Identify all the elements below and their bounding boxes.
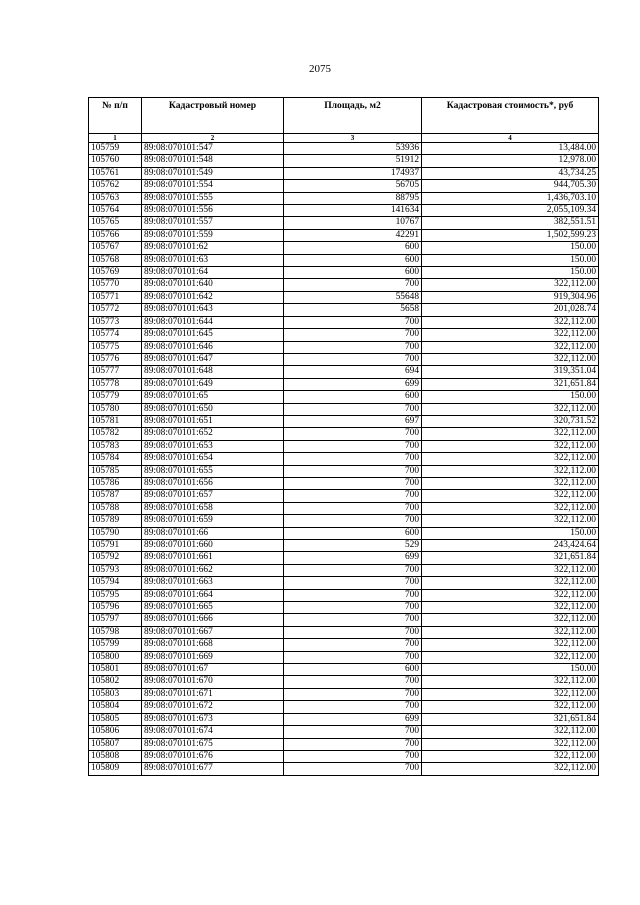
area-value: 700 (284, 676, 422, 688)
cadastral-number: 89:08:070101:67 (142, 664, 284, 676)
cadastral-number: 89:08:070101:649 (142, 378, 284, 390)
header-row (89, 98, 599, 134)
cadastral-number: 89:08:070101:670 (142, 676, 284, 688)
cadastral-number: 89:08:070101:662 (142, 564, 284, 576)
cadastral-number: 89:08:070101:556 (142, 205, 284, 217)
cadastral-number: 89:08:070101:555 (142, 192, 284, 204)
area-value: 700 (284, 564, 422, 576)
table-row (89, 738, 599, 750)
cadastral-number: 89:08:070101:659 (142, 515, 284, 527)
table-row (89, 626, 599, 638)
table-row (89, 726, 599, 738)
row-number: 105767 (89, 242, 142, 254)
row-number: 105768 (89, 254, 142, 266)
cost-value: 322,112.00 (422, 502, 599, 514)
row-number: 105762 (89, 180, 142, 192)
row-number: 105800 (89, 651, 142, 663)
cadastral-number: 89:08:070101:668 (142, 639, 284, 651)
cost-value: 321,651.84 (422, 552, 599, 564)
area-value: 600 (284, 242, 422, 254)
table-row (89, 217, 599, 229)
cadastral-number: 89:08:070101:677 (142, 763, 284, 775)
table-row (89, 192, 599, 204)
area-value: 700 (284, 750, 422, 762)
area-value: 699 (284, 713, 422, 725)
row-number: 105797 (89, 614, 142, 626)
area-value: 600 (284, 391, 422, 403)
area-value: 56705 (284, 180, 422, 192)
row-number: 105809 (89, 763, 142, 775)
row-number: 105785 (89, 465, 142, 477)
cadastral-number: 89:08:070101:644 (142, 316, 284, 328)
area-value: 699 (284, 378, 422, 390)
cadastral-number: 89:08:070101:661 (142, 552, 284, 564)
area-value: 700 (284, 279, 422, 291)
table-row (89, 329, 599, 341)
header-num: № п/п (89, 98, 142, 134)
table-row (89, 490, 599, 502)
cadastral-number: 89:08:070101:676 (142, 750, 284, 762)
area-value: 700 (284, 353, 422, 365)
cadastral-number: 89:08:070101:62 (142, 242, 284, 254)
cadastral-number: 89:08:070101:672 (142, 701, 284, 713)
row-number: 105781 (89, 415, 142, 427)
area-value: 600 (284, 254, 422, 266)
table-row (89, 589, 599, 601)
area-value: 141634 (284, 205, 422, 217)
table-row (89, 527, 599, 539)
cost-value: 320,731.52 (422, 415, 599, 427)
area-value: 700 (284, 614, 422, 626)
table-row (89, 143, 599, 155)
cadastral-number: 89:08:070101:652 (142, 428, 284, 440)
cost-value: 319,351.04 (422, 366, 599, 378)
cost-value: 201,028.74 (422, 304, 599, 316)
cost-value: 150.00 (422, 254, 599, 266)
row-number: 105763 (89, 192, 142, 204)
table-row (89, 440, 599, 452)
cost-value: 150.00 (422, 527, 599, 539)
cost-value: 322,112.00 (422, 763, 599, 775)
row-number: 105798 (89, 626, 142, 638)
table-row (89, 602, 599, 614)
cost-value: 322,112.00 (422, 465, 599, 477)
cost-value: 321,651.84 (422, 378, 599, 390)
table-row (89, 353, 599, 365)
table-row (89, 167, 599, 179)
cost-value: 322,112.00 (422, 651, 599, 663)
cost-value: 322,112.00 (422, 626, 599, 638)
row-number: 105761 (89, 167, 142, 179)
cadastral-number: 89:08:070101:647 (142, 353, 284, 365)
column-number: 4 (422, 134, 599, 143)
row-number: 105791 (89, 540, 142, 552)
cadastral-number: 89:08:070101:674 (142, 726, 284, 738)
table-row (89, 552, 599, 564)
area-value: 5658 (284, 304, 422, 316)
cadastral-number: 89:08:070101:667 (142, 626, 284, 638)
cadastral-number: 89:08:070101:559 (142, 229, 284, 241)
header-area: Площадь, м2 (284, 98, 422, 134)
row-number: 105805 (89, 713, 142, 725)
area-value: 174937 (284, 167, 422, 179)
column-number-row (89, 134, 599, 143)
table-row (89, 291, 599, 303)
cost-value: 322,112.00 (422, 515, 599, 527)
cadastral-number: 89:08:070101:666 (142, 614, 284, 626)
row-number: 105783 (89, 440, 142, 452)
table-row (89, 341, 599, 353)
table-row (89, 502, 599, 514)
row-number: 105776 (89, 353, 142, 365)
area-value: 700 (284, 341, 422, 353)
area-value: 700 (284, 763, 422, 775)
table-row (89, 564, 599, 576)
cadastral-number: 89:08:070101:557 (142, 217, 284, 229)
table-row (89, 664, 599, 676)
row-number: 105774 (89, 329, 142, 341)
table-row (89, 279, 599, 291)
row-number: 105787 (89, 490, 142, 502)
table-row (89, 577, 599, 589)
cadastral-number: 89:08:070101:65 (142, 391, 284, 403)
table-row (89, 453, 599, 465)
cadastral-number: 89:08:070101:658 (142, 502, 284, 514)
cost-value: 322,112.00 (422, 738, 599, 750)
table-row (89, 676, 599, 688)
area-value: 700 (284, 428, 422, 440)
row-number: 105790 (89, 527, 142, 539)
area-value: 699 (284, 552, 422, 564)
cadastral-number: 89:08:070101:660 (142, 540, 284, 552)
cadastral-number: 89:08:070101:63 (142, 254, 284, 266)
table-row (89, 639, 599, 651)
area-value: 55648 (284, 291, 422, 303)
table-row (89, 180, 599, 192)
cadastral-number: 89:08:070101:645 (142, 329, 284, 341)
cost-value: 150.00 (422, 242, 599, 254)
table-row (89, 701, 599, 713)
area-value: 700 (284, 329, 422, 341)
table-row (89, 403, 599, 415)
area-value: 700 (284, 639, 422, 651)
cost-value: 322,112.00 (422, 490, 599, 502)
row-number: 105770 (89, 279, 142, 291)
row-number: 105779 (89, 391, 142, 403)
row-number: 105802 (89, 676, 142, 688)
cadastral-number: 89:08:070101:643 (142, 304, 284, 316)
area-value: 700 (284, 490, 422, 502)
row-number: 105803 (89, 688, 142, 700)
cadastral-number: 89:08:070101:549 (142, 167, 284, 179)
cost-value: 322,112.00 (422, 589, 599, 601)
row-number: 105808 (89, 750, 142, 762)
area-value: 700 (284, 440, 422, 452)
row-number: 105760 (89, 155, 142, 167)
table-row (89, 229, 599, 241)
cadastral-number: 89:08:070101:675 (142, 738, 284, 750)
cost-value: 13,484.00 (422, 143, 599, 155)
page-number: 2075 (309, 63, 331, 75)
cost-value: 243,424.64 (422, 540, 599, 552)
cost-value: 1,502,599.23 (422, 229, 599, 241)
area-value: 700 (284, 726, 422, 738)
row-number: 105789 (89, 515, 142, 527)
table-row (89, 415, 599, 427)
row-number: 105801 (89, 664, 142, 676)
cadastral-number: 89:08:070101:646 (142, 341, 284, 353)
cost-value: 322,112.00 (422, 602, 599, 614)
cost-value: 150.00 (422, 664, 599, 676)
area-value: 529 (284, 540, 422, 552)
cost-value: 322,112.00 (422, 403, 599, 415)
area-value: 700 (284, 688, 422, 700)
row-number: 105777 (89, 366, 142, 378)
row-number: 105795 (89, 589, 142, 601)
area-value: 697 (284, 415, 422, 427)
area-value: 700 (284, 515, 422, 527)
row-number: 105778 (89, 378, 142, 390)
area-value: 700 (284, 602, 422, 614)
cost-value: 322,112.00 (422, 614, 599, 626)
cadastral-number: 89:08:070101:650 (142, 403, 284, 415)
table-row (89, 763, 599, 775)
table-row (89, 651, 599, 663)
cadastral-number: 89:08:070101:665 (142, 602, 284, 614)
cost-value: 322,112.00 (422, 688, 599, 700)
cost-value: 322,112.00 (422, 750, 599, 762)
cadastre-table (88, 97, 599, 776)
cost-value: 322,112.00 (422, 701, 599, 713)
row-number: 105759 (89, 143, 142, 155)
cost-value: 322,112.00 (422, 353, 599, 365)
cadastral-number: 89:08:070101:554 (142, 180, 284, 192)
header-cost: Кадастровая стоимость*, руб (422, 98, 599, 134)
table-row (89, 713, 599, 725)
cadastral-number: 89:08:070101:66 (142, 527, 284, 539)
cadastral-number: 89:08:070101:657 (142, 490, 284, 502)
table-row (89, 688, 599, 700)
row-number: 105794 (89, 577, 142, 589)
table-row (89, 465, 599, 477)
area-value: 10767 (284, 217, 422, 229)
cost-value: 321,651.84 (422, 713, 599, 725)
area-value: 700 (284, 403, 422, 415)
table-row (89, 428, 599, 440)
table-header (89, 98, 599, 143)
row-number: 105799 (89, 639, 142, 651)
cost-value: 12,978.00 (422, 155, 599, 167)
cadastral-number: 89:08:070101:664 (142, 589, 284, 601)
table-row (89, 540, 599, 552)
row-number: 105786 (89, 477, 142, 489)
area-value: 700 (284, 626, 422, 638)
cadastral-number: 89:08:070101:653 (142, 440, 284, 452)
area-value: 700 (284, 453, 422, 465)
cost-value: 43,734.25 (422, 167, 599, 179)
table-row (89, 254, 599, 266)
table-row (89, 614, 599, 626)
area-value: 53936 (284, 143, 422, 155)
area-value: 700 (284, 477, 422, 489)
area-value: 600 (284, 267, 422, 279)
column-number: 2 (142, 134, 284, 143)
row-number: 105804 (89, 701, 142, 713)
cost-value: 322,112.00 (422, 564, 599, 576)
column-number: 1 (89, 134, 142, 143)
table-row (89, 316, 599, 328)
cost-value: 322,112.00 (422, 341, 599, 353)
table-row (89, 267, 599, 279)
row-number: 105793 (89, 564, 142, 576)
table-row (89, 515, 599, 527)
cost-value: 322,112.00 (422, 477, 599, 489)
cadastral-number: 89:08:070101:656 (142, 477, 284, 489)
cost-value: 919,304.96 (422, 291, 599, 303)
cadastral-number: 89:08:070101:548 (142, 155, 284, 167)
row-number: 105780 (89, 403, 142, 415)
area-value: 51912 (284, 155, 422, 167)
cadastral-number: 89:08:070101:663 (142, 577, 284, 589)
area-value: 700 (284, 502, 422, 514)
cost-value: 322,112.00 (422, 453, 599, 465)
row-number: 105765 (89, 217, 142, 229)
cadastral-number: 89:08:070101:673 (142, 713, 284, 725)
area-value: 700 (284, 651, 422, 663)
cost-value: 2,055,109.34 (422, 205, 599, 217)
area-value: 700 (284, 465, 422, 477)
cost-value: 944,705.30 (422, 180, 599, 192)
area-value: 600 (284, 664, 422, 676)
table-body (89, 143, 599, 776)
row-number: 105764 (89, 205, 142, 217)
cadastral-number: 89:08:070101:64 (142, 267, 284, 279)
table-row (89, 750, 599, 762)
row-number: 105796 (89, 602, 142, 614)
row-number: 105771 (89, 291, 142, 303)
area-value: 700 (284, 316, 422, 328)
area-value: 700 (284, 577, 422, 589)
cadastral-number: 89:08:070101:648 (142, 366, 284, 378)
cost-value: 322,112.00 (422, 577, 599, 589)
table-row (89, 242, 599, 254)
row-number: 105772 (89, 304, 142, 316)
column-number: 3 (284, 134, 422, 143)
area-value: 42291 (284, 229, 422, 241)
cost-value: 382,551.51 (422, 217, 599, 229)
row-number: 105775 (89, 341, 142, 353)
cadastral-number: 89:08:070101:655 (142, 465, 284, 477)
row-number: 105766 (89, 229, 142, 241)
table-row (89, 205, 599, 217)
cost-value: 150.00 (422, 391, 599, 403)
area-value: 600 (284, 527, 422, 539)
row-number: 105807 (89, 738, 142, 750)
table-row (89, 304, 599, 316)
table-row (89, 391, 599, 403)
table-row (89, 155, 599, 167)
row-number: 105792 (89, 552, 142, 564)
cost-value: 322,112.00 (422, 428, 599, 440)
table-row (89, 477, 599, 489)
table-row (89, 366, 599, 378)
row-number: 105782 (89, 428, 142, 440)
cost-value: 322,112.00 (422, 279, 599, 291)
area-value: 700 (284, 738, 422, 750)
area-value: 700 (284, 701, 422, 713)
row-number: 105784 (89, 453, 142, 465)
row-number: 105769 (89, 267, 142, 279)
row-number: 105788 (89, 502, 142, 514)
cadastral-number: 89:08:070101:671 (142, 688, 284, 700)
cadastral-number: 89:08:070101:651 (142, 415, 284, 427)
table-row (89, 378, 599, 390)
cost-value: 322,112.00 (422, 676, 599, 688)
cost-value: 150.00 (422, 267, 599, 279)
cost-value: 322,112.00 (422, 639, 599, 651)
area-value: 694 (284, 366, 422, 378)
cost-value: 322,112.00 (422, 316, 599, 328)
area-value: 700 (284, 589, 422, 601)
cadastral-number: 89:08:070101:642 (142, 291, 284, 303)
cost-value: 322,112.00 (422, 440, 599, 452)
cost-value: 322,112.00 (422, 329, 599, 341)
cadastral-number: 89:08:070101:640 (142, 279, 284, 291)
row-number: 105806 (89, 726, 142, 738)
row-number: 105773 (89, 316, 142, 328)
cost-value: 1,436,703.10 (422, 192, 599, 204)
cadastral-number: 89:08:070101:654 (142, 453, 284, 465)
header-cadastral-number: Кадастровый номер (142, 98, 284, 134)
cadastral-number: 89:08:070101:547 (142, 143, 284, 155)
area-value: 88795 (284, 192, 422, 204)
cadastral-number: 89:08:070101:669 (142, 651, 284, 663)
cost-value: 322,112.00 (422, 726, 599, 738)
